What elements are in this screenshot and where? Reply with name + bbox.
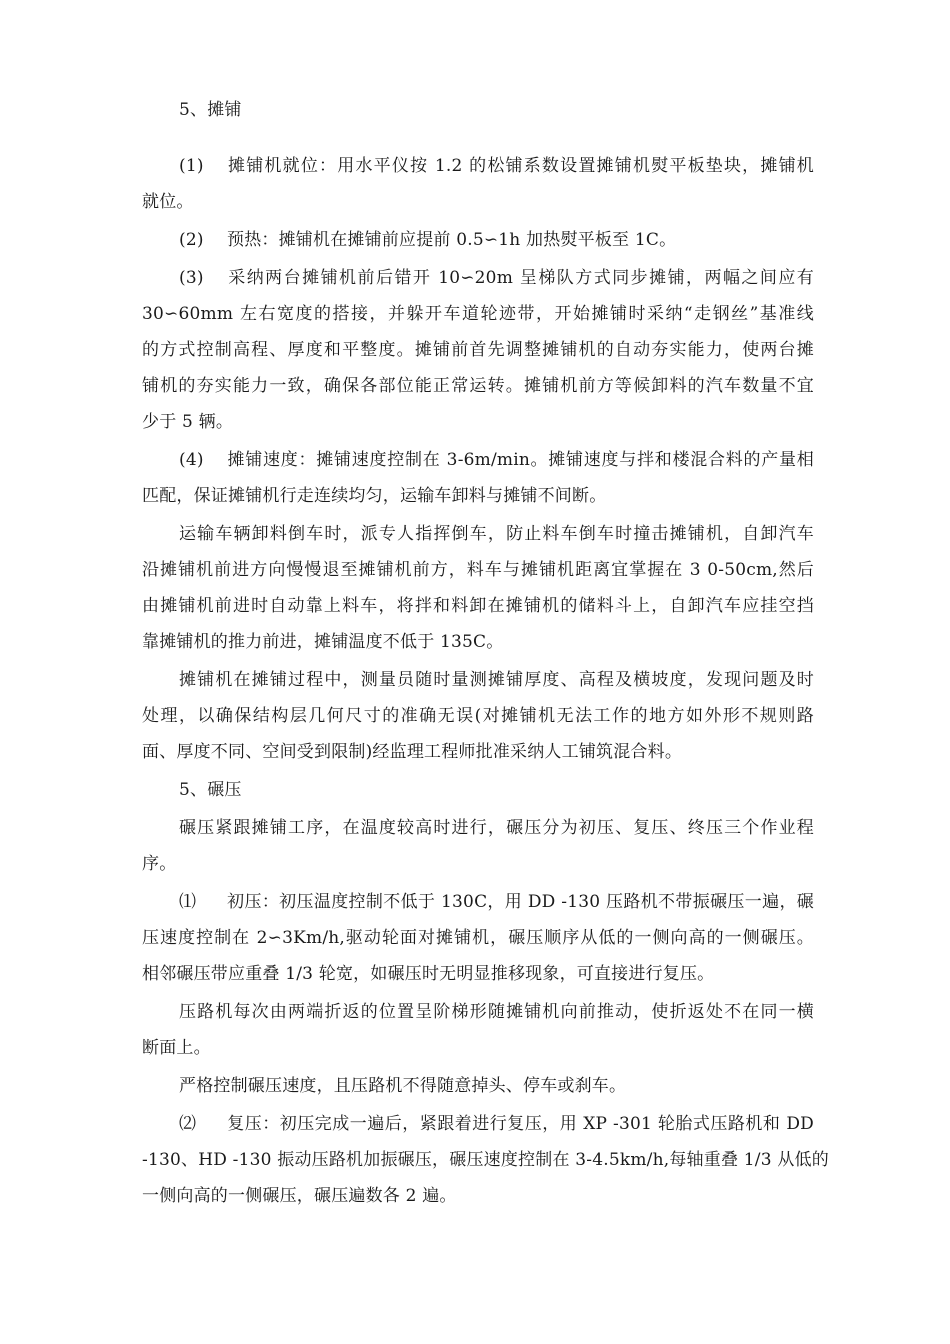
section-heading-paving: 5、摊铺 [179,100,242,120]
text-line: 面、厚度不同、空间受到限制)经监理工程师批准采纳人工铺筑混合料。 [142,742,683,762]
paragraph-rolling-intro [142,810,814,882]
text-line: 复压：初压完成一遍后，紧跟着进行复压，用 XP -301 轮胎式压路机和 DD [227,1114,814,1134]
text-line: 相邻碾压带应重叠 1/3 轮宽，如碾压时无明显推移现象，可直接进行复压。 [142,964,715,984]
paragraph-initial-rolling [142,884,814,992]
document-page [142,92,829,1214]
item-number: (2) [179,230,204,250]
item-number: (4) [179,450,204,470]
text-line: 铺机的夯实能力一致，确保各部位能正常运转。摊铺机前方等候卸料的汽车数量不宜 [142,376,814,396]
paragraph-echelon-paving [142,260,814,440]
text-line: 运输车辆卸料倒车时，派专人指挥倒车，防止料车倒车时撞击摊铺机，自卸汽车 [179,524,814,544]
text-line: 摊铺速度：摊铺速度控制在 3-6m/min。摊铺速度与拌和楼混合料的产量相 [227,450,814,470]
text-line: 初压：初压温度控制不低于 130C，用 DD -130 压路机不带振碾压一遍，碾 [227,892,814,912]
text-line: 摊铺机就位：用水平仪按 1.2 的松铺系数设置摊铺机熨平板垫块，摊铺机 [227,156,814,176]
section-heading-rolling: 5、碾压 [179,780,242,800]
text-line: 少于 5 辆。 [142,412,234,432]
text-line: 压路机每次由两端折返的位置呈阶梯形随摊铺机向前推动，使折返处不在同一横 [179,1002,814,1022]
paragraph-paver-positioning [142,148,814,220]
text-line: 处理，以确保结构层几何尺寸的准确无误(对摊铺机无法工作的地方如外形不规则路 [142,706,814,726]
text-line: 采纳两台摊铺机前后错开 10∽20m 呈梯队方式同步摊铺，两幅之间应有 [227,268,814,288]
paragraph-speed-control [142,1068,814,1104]
text-line: 压速度控制在 2∽3Km/h,驱动轮面对摊铺机，碾压顺序从低的一侧向高的一侧碾压。 [142,928,814,948]
paragraph-roller-turnback [142,994,814,1066]
item-number: ⑵ [179,1114,197,1134]
text-line: 由摊铺机前进时自动靠上料车，将拌和料卸在摊铺机的储料斗上，自卸汽车应挂空挡 [142,596,814,616]
paragraph-preheating [142,222,814,258]
paragraph-truck-unloading [142,516,814,660]
text-line: 一侧向高的一侧碾压，碾压遍数各 2 遍。 [142,1186,457,1206]
item-number: (3) [179,268,204,288]
text-line: 沿摊铺机前进方向慢慢退至摊铺机前方，料车与摊铺机距离宜掌握在 3 0-50cm,然后 [142,560,814,580]
paragraph-second-rolling [142,1106,829,1214]
text-line: 预热：摊铺机在摊铺前应提前 0.5∽1h 加热熨平板至 1C。 [227,230,677,250]
paragraph-measurement [142,662,814,770]
text-line: 匹配，保证摊铺机行走连续均匀，运输车卸料与摊铺不间断。 [142,486,607,506]
text-line: 严格控制碾压速度，且压路机不得随意掉头、停车或刹车。 [179,1076,627,1096]
text-line: 序。 [142,854,177,874]
text-line: 碾压紧跟摊铺工序，在温度较高时进行，碾压分为初压、复压、终压三个作业程 [179,818,814,838]
text-line: 就位。 [142,192,194,212]
text-line: 的方式控制高程、厚度和平整度。摊铺前首先调整摊铺机的自动夯实能力，使两台摊 [142,340,814,360]
text-line: 30∽60mm 左右宽度的搭接，并躲开车道轮迹带，开始摊铺时采纳“走钢丝”基准线 [142,304,814,324]
item-number: (1) [179,156,204,176]
text-line: 靠摊铺机的推力前进，摊铺温度不低于 135C。 [142,632,504,652]
text-line: -130、HD -130 振动压路机加振碾压，碾压速度控制在 3-4.5km/h,每轴重叠 1/3 从低的 [142,1150,829,1170]
paragraph-paving-speed [142,442,814,514]
text-line: 断面上。 [142,1038,211,1058]
item-number: ⑴ [179,892,197,912]
text-line: 摊铺机在摊铺过程中，测量员随时量测摊铺厚度、高程及横坡度，发现问题及时 [179,670,814,690]
